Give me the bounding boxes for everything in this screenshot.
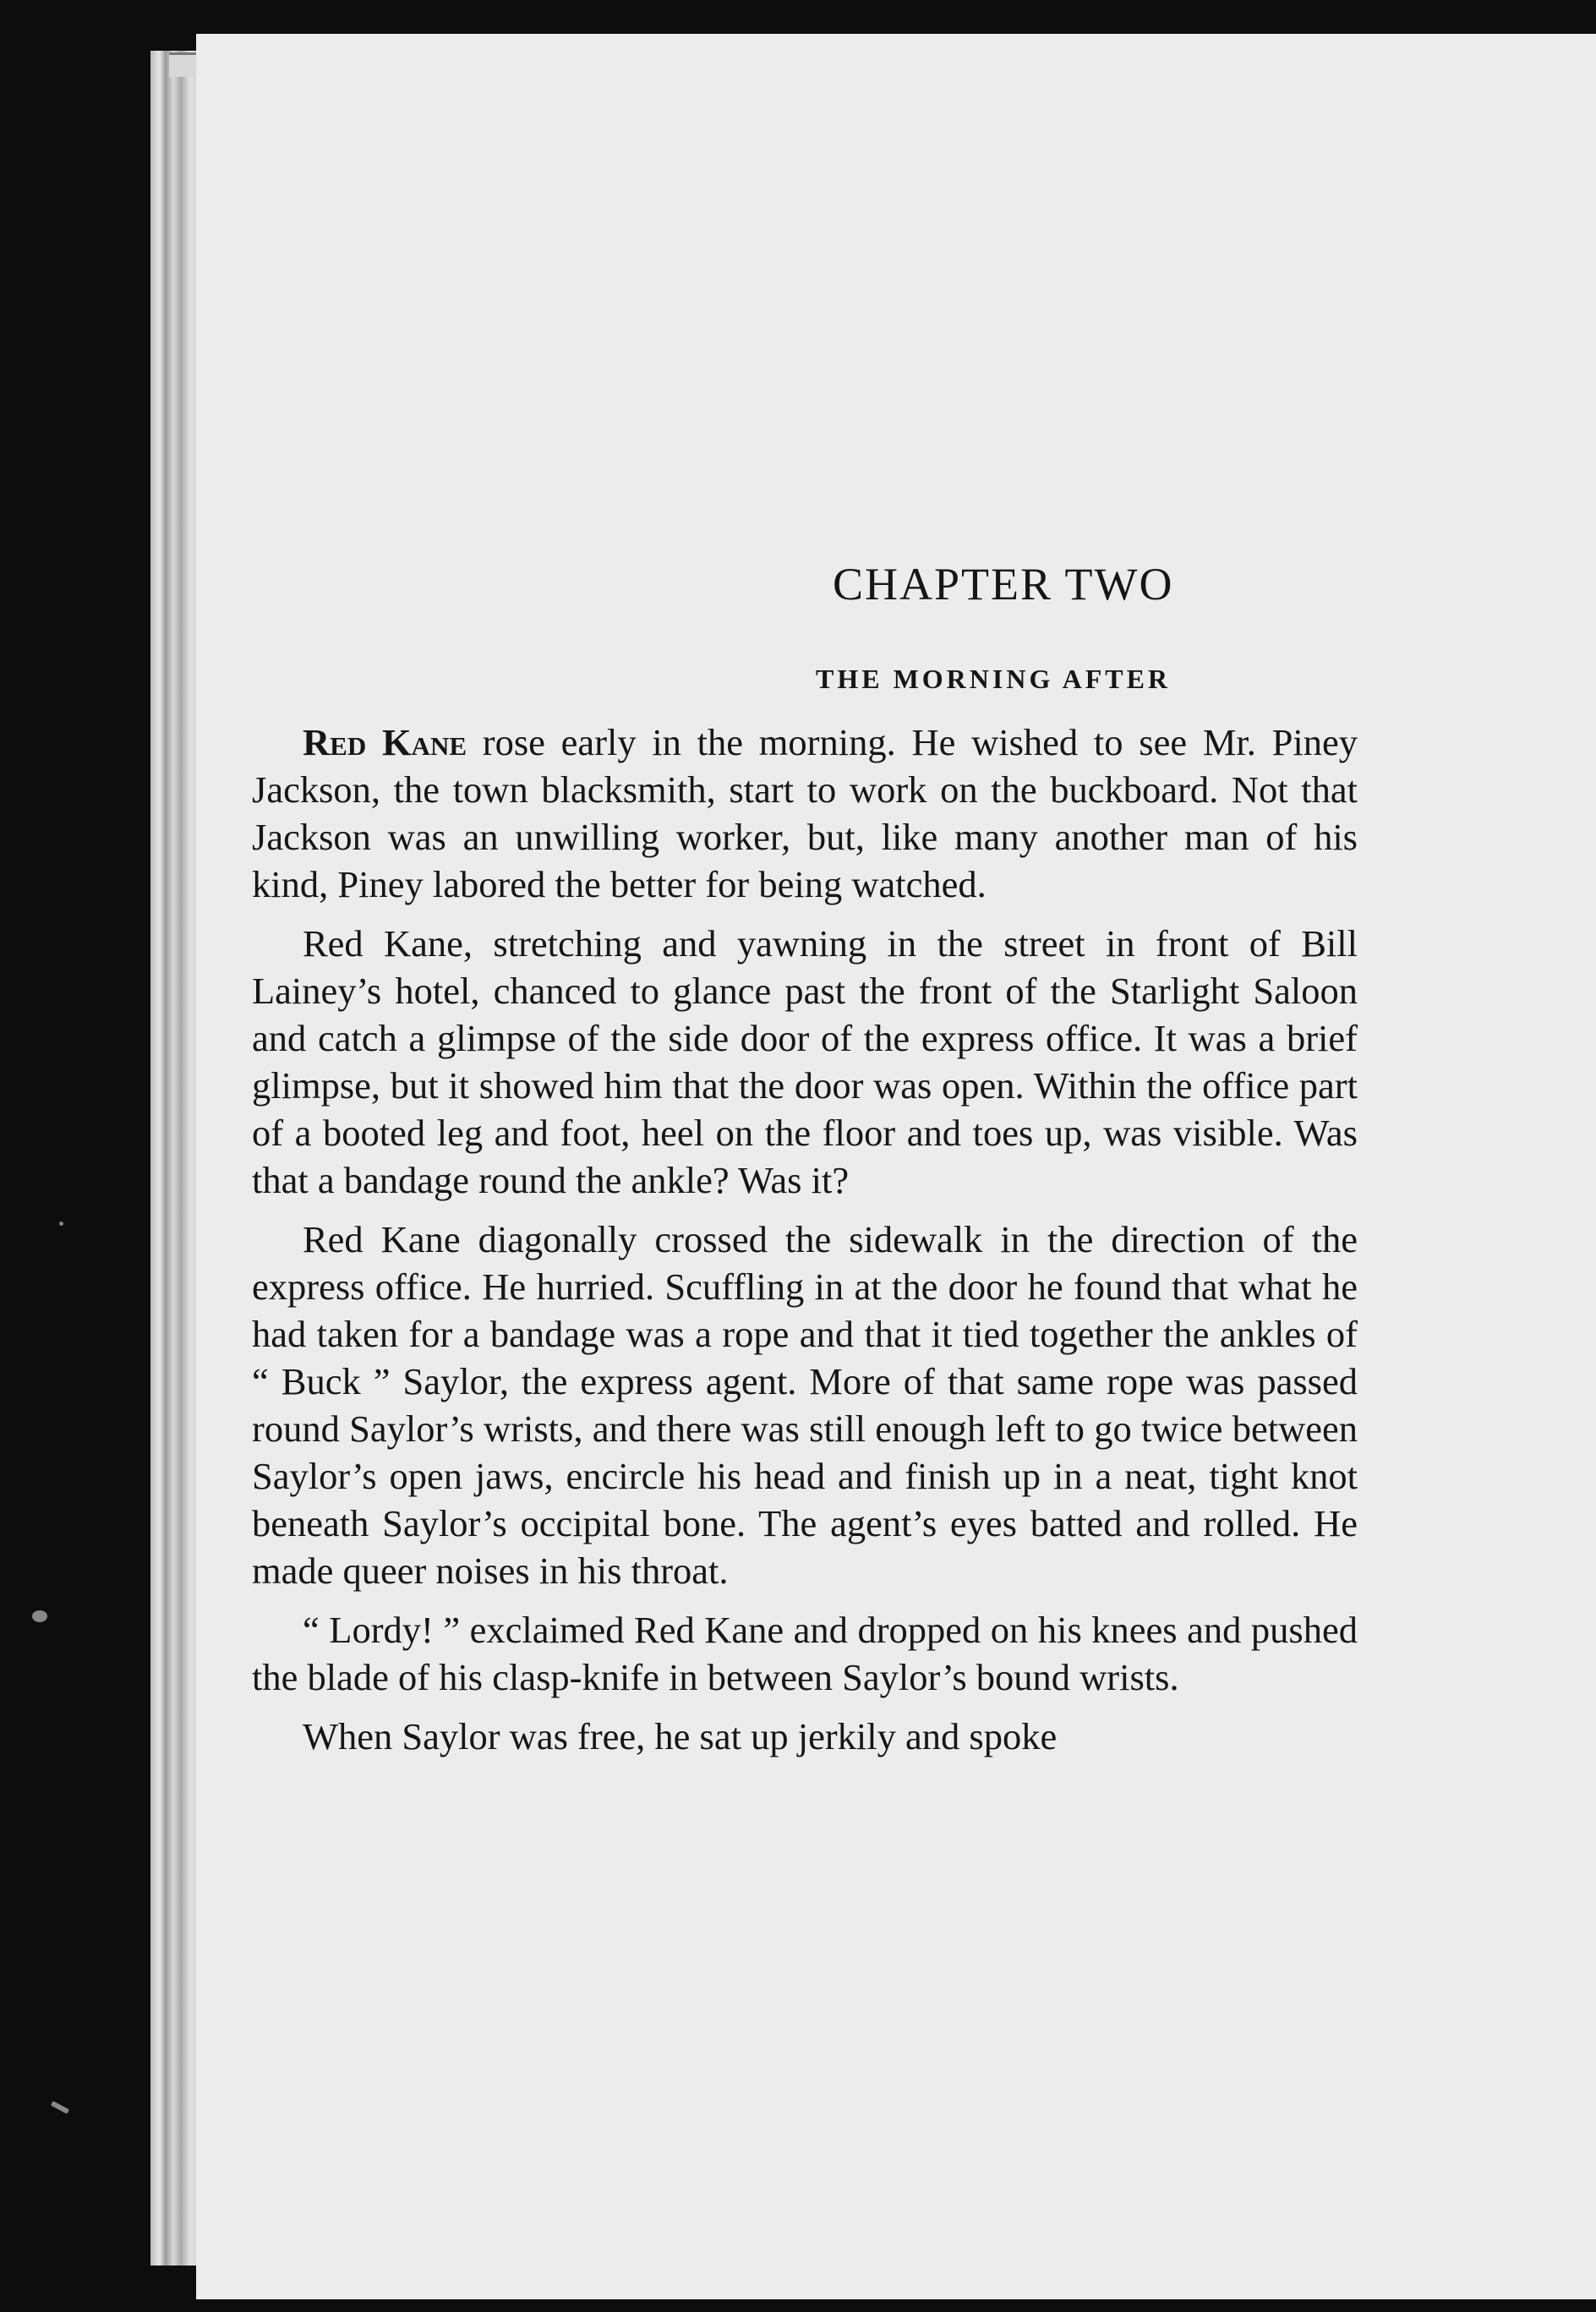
paragraph-4: “ Lordy! ” exclaimed Red Kane and dropped on his knees and pushed the blade of his clasp-knife in between Saylor’s bound wrists.	[252, 1609, 1358, 1698]
scan-speck	[51, 2101, 69, 2114]
paragraph-5: When Saylor was free, he sat up jerkily and spoke	[303, 1715, 1058, 1757]
paragraph-lead: Red Kane	[303, 721, 467, 763]
scan-speck	[32, 1610, 47, 1622]
chapter-body	[252, 719, 1358, 1772]
paragraph-text: rose early in the morning. He wished to see Mr. Piney Jackson, the town blacksmith, start to work on the buckboard. Not that Jackson was an unwilling worker, but, like many another man of his kind, Piney labored the better for being watched.	[252, 721, 1358, 905]
chapter-heading: CHAPTER TWO	[833, 559, 1174, 609]
chapter-subtitle: THE MORNING AFTER	[816, 664, 1172, 694]
paragraph-1	[252, 719, 1358, 908]
scan-speck	[59, 1222, 63, 1226]
paragraph-3: Red Kane diagonally crossed the sidewalk in the direction of the express office. He hurried. Scuffling in at the door he found that what he had taken for a bandage was a rope and that it tied together the ankles of “ Buck ” Saylor, the express agent. More of that same rope was passed round Saylor’s wrists, and there was still enough left to go twice between Saylor’s open jaws, encircle his head and finish up in a neat, tight knot beneath Saylor’s occipital bone. The agent’s eyes batted and rolled. He made queer noises in his throat.	[252, 1218, 1358, 1592]
page-edge-stack	[150, 51, 201, 2266]
paragraph-2: Red Kane, stretching and yawning in the street in front of Bill Lainey’s hotel, chanced to glance past the front of the Starlight Saloon and catch a glimpse of the side door of the express office. It was a brief glimpse, but it showed him that the door was open. Within the office part of a booted leg and foot, heel on the floor and toes up, was visible. Was that a bandage round the ankle? Was it?	[252, 922, 1358, 1201]
